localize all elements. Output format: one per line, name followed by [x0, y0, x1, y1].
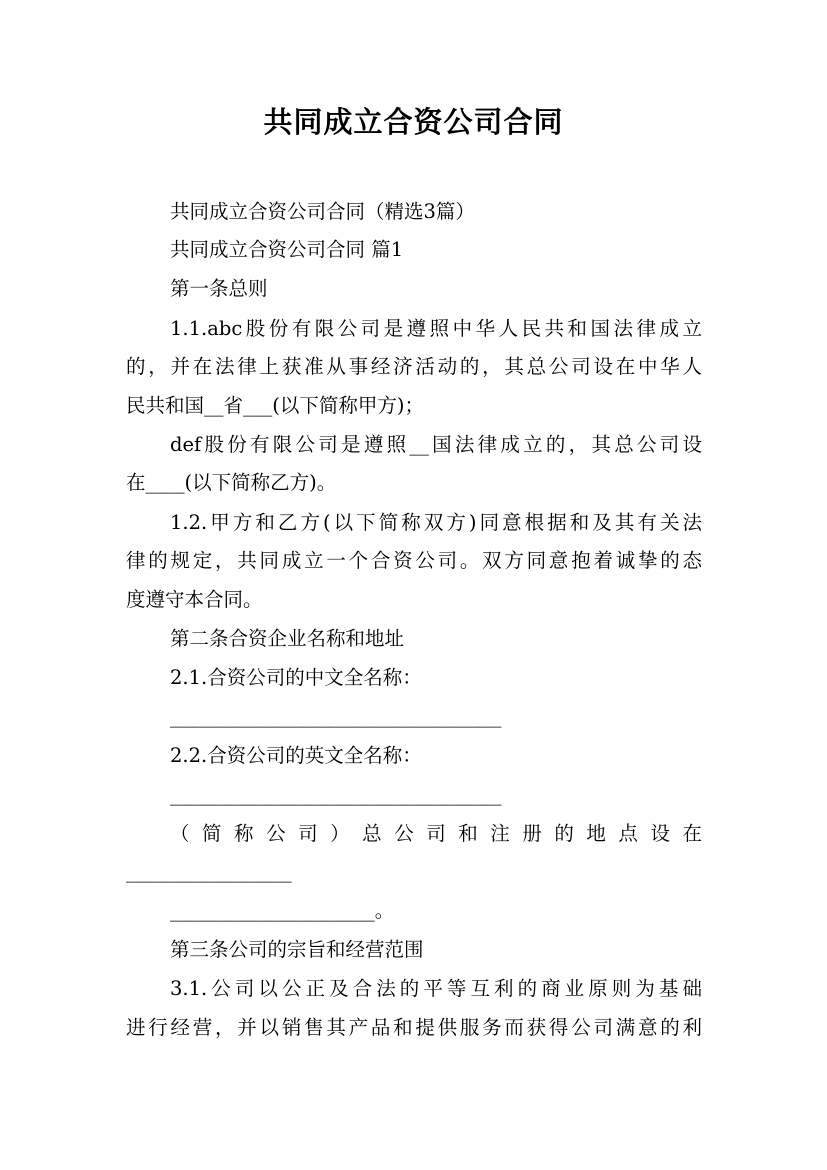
blank-fill-line: _____________________。	[170, 899, 395, 922]
section-heading: 共同成立合资公司合同 篇1	[170, 238, 404, 261]
paragraph-line: 民共和国__省___(以下简称甲方)；	[126, 394, 424, 417]
blank-fill-line: _________________	[126, 860, 292, 883]
paragraph-line: （简称公司）总公司和注册的地点设在	[170, 822, 702, 845]
paragraph-line: 1.1.abc股份有限公司是遵照中华人民共和国法律成立	[170, 317, 702, 340]
article-heading: 第三条公司的宗旨和经营范围	[170, 938, 424, 961]
subtitle-line: 共同成立合资公司合同（精选3篇）	[170, 200, 475, 223]
article-heading: 第二条合资企业名称和地址	[170, 627, 405, 650]
paragraph-line: 3.1.公司以公正及合法的平等互利的商业原则为基础	[170, 977, 702, 1000]
paragraph-line: 进行经营，并以销售其产品和提供服务而获得公司满意的利	[126, 1016, 702, 1039]
paragraph-line: def股份有限公司是遵照__国法律成立的，其总公司设	[170, 433, 702, 456]
paragraph-line: 的，并在法律上获准从事经济活动的，其总公司设在中华人	[126, 355, 702, 378]
paragraph-line: 度遵守本合同。	[126, 588, 263, 611]
paragraph-line: 2.2.合资公司的英文全名称：	[170, 744, 422, 767]
article-heading: 第一条总则	[170, 277, 268, 300]
paragraph-line: 2.1.合资公司的中文全名称：	[170, 666, 422, 689]
paragraph-line: 在____(以下简称乙方)。	[126, 471, 337, 494]
blank-fill-line: __________________________________	[170, 783, 502, 806]
document-title: 共同成立合资公司合同	[263, 105, 564, 139]
blank-fill-line: __________________________________	[170, 705, 502, 728]
paragraph-line: 1.2.甲方和乙方(以下简称双方)同意根据和及其有关法	[170, 511, 702, 534]
paragraph-line: 律的规定，共同成立一个合资公司。双方同意抱着诚挚的态	[126, 549, 702, 572]
